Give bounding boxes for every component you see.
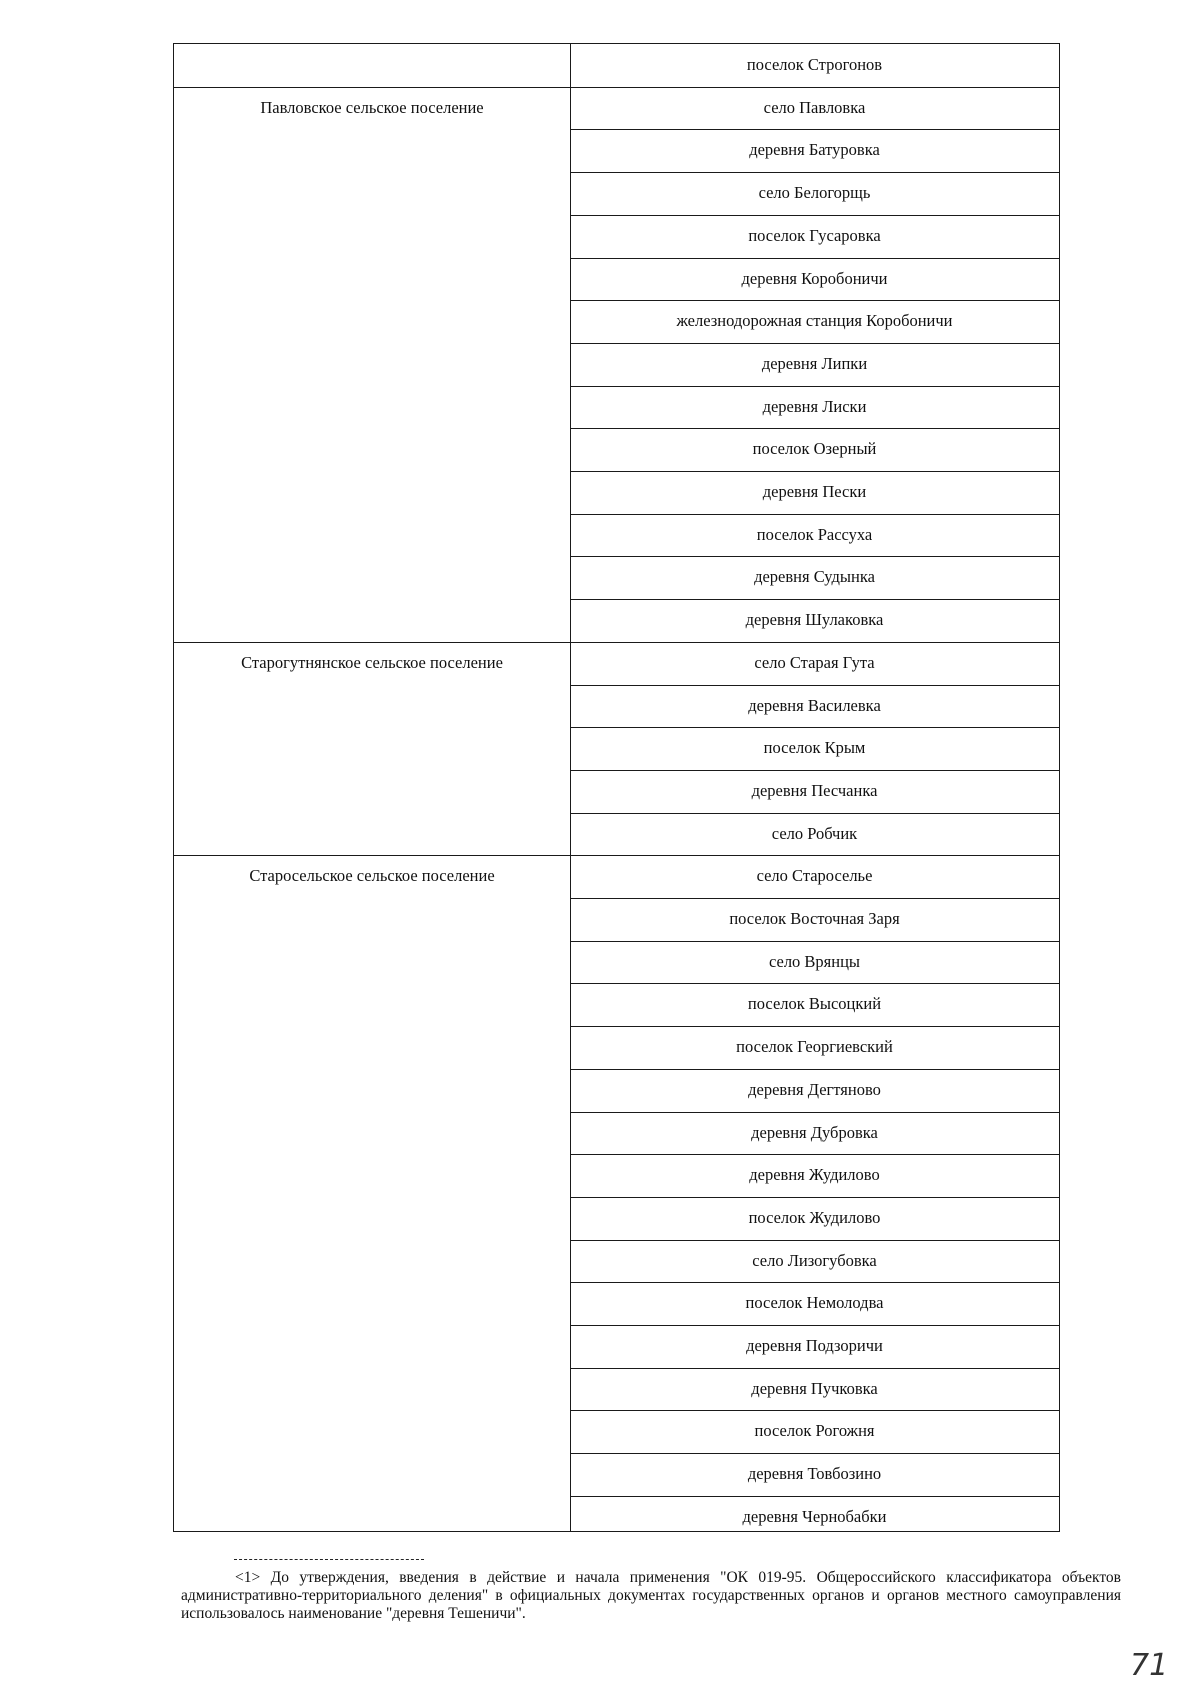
settlement-cell: поселок Высоцкий <box>747 994 882 1014</box>
settlement-cell: деревня Коробоничи <box>741 268 888 288</box>
settlement-cell: село Лизогубовка <box>752 1250 877 1270</box>
row-separator <box>570 1325 1059 1326</box>
row-separator <box>570 1368 1059 1369</box>
municipality-name: Павловское сельское поселение <box>260 97 484 117</box>
footnote: <1> До утверждения, введения в действие и начала применения "ОК 019-95. Общероссийского классификатора объектов административно-территориального деления" в официальных документах государственных органов и органов местного самоуправления использовалось наименование "деревня Тешеничи". <box>181 1569 1121 1622</box>
row-separator <box>570 1496 1059 1497</box>
row-separator <box>570 471 1059 472</box>
row-separator <box>570 1197 1059 1198</box>
row-separator <box>570 428 1059 429</box>
row-separator <box>570 1026 1059 1027</box>
settlement-cell: село Врянцы <box>768 951 861 971</box>
settlement-cell: деревня Жудилово <box>749 1165 880 1185</box>
settlement-cell: деревня Дегтяново <box>748 1079 881 1099</box>
row-separator <box>570 770 1059 771</box>
settlement-cell: деревня Шулаковка <box>745 610 884 630</box>
municipality-name: Старогутнянское сельское поселение <box>241 652 503 672</box>
row-separator <box>570 172 1059 173</box>
row-separator <box>570 1453 1059 1454</box>
settlement-cell: село Робчик <box>771 823 858 843</box>
settlement-cell: железнодорожная станция Коробоничи <box>676 311 953 331</box>
row-separator <box>570 1410 1059 1411</box>
settlement-cell: деревня Песчанка <box>751 780 878 800</box>
row-separator <box>570 727 1059 728</box>
row-separator <box>570 983 1059 984</box>
group-separator <box>174 87 1059 88</box>
group-separator <box>174 642 1059 643</box>
settlement-cell: деревня Дубровка <box>751 1122 878 1142</box>
settlement-cell: поселок Рассуха <box>756 524 873 544</box>
row-separator <box>570 258 1059 259</box>
row-separator <box>570 685 1059 686</box>
row-separator <box>570 129 1059 130</box>
row-separator <box>570 1069 1059 1070</box>
settlement-cell: поселок Строгонов <box>746 55 883 74</box>
settlement-cell: деревня Липки <box>761 353 868 373</box>
row-separator <box>570 1282 1059 1283</box>
row-separator <box>570 343 1059 344</box>
row-separator <box>570 599 1059 600</box>
settlement-cell: поселок Крым <box>763 738 866 758</box>
settlement-cell: село Староселье <box>756 866 873 886</box>
settlement-cell: деревня Батуровка <box>749 140 880 160</box>
row-separator <box>570 514 1059 515</box>
settlement-cell: деревня Чернобабки <box>742 1506 887 1526</box>
settlement-cell: деревня Василевка <box>748 695 881 715</box>
settlement-cell: деревня Судынка <box>754 567 875 587</box>
settlement-cell: деревня Лиски <box>762 396 867 416</box>
settlement-cell: село Старая Гута <box>754 652 875 672</box>
row-separator <box>570 300 1059 301</box>
settlement-cell: поселок Гусаровка <box>748 225 881 245</box>
row-separator <box>570 1112 1059 1113</box>
settlement-cell: деревня Подзоричи <box>746 1336 883 1355</box>
settlement-cell: деревня Пучковка <box>751 1378 878 1398</box>
settlement-cell: поселок Озерный <box>752 439 877 459</box>
settlement-cell: деревня Товбозино <box>747 1464 882 1484</box>
row-separator <box>570 386 1059 387</box>
settlement-cell: поселок Георгиевский <box>736 1037 893 1057</box>
row-separator <box>570 813 1059 814</box>
settlements-table <box>173 43 1060 1532</box>
settlement-cell: поселок Немолодва <box>745 1293 884 1313</box>
settlement-cell: поселок Рогожня <box>754 1421 875 1441</box>
municipality-name: Старосельское сельское поселение <box>249 866 495 886</box>
footnote-separator <box>234 1559 424 1560</box>
row-separator <box>570 215 1059 216</box>
settlement-cell: село Павловка <box>763 97 866 117</box>
row-separator <box>570 1154 1059 1155</box>
settlement-cell: деревня Пески <box>762 482 867 501</box>
settlement-cell: поселок Восточная Заря <box>729 909 900 928</box>
settlement-cell: село Белогорщь <box>758 183 871 203</box>
row-separator <box>570 898 1059 899</box>
row-separator <box>570 556 1059 557</box>
group-separator <box>174 855 1059 856</box>
row-separator <box>570 1240 1059 1241</box>
page-number: 71 <box>1130 1648 1169 1683</box>
row-separator <box>570 941 1059 942</box>
settlement-cell: поселок Жудилово <box>748 1207 881 1227</box>
